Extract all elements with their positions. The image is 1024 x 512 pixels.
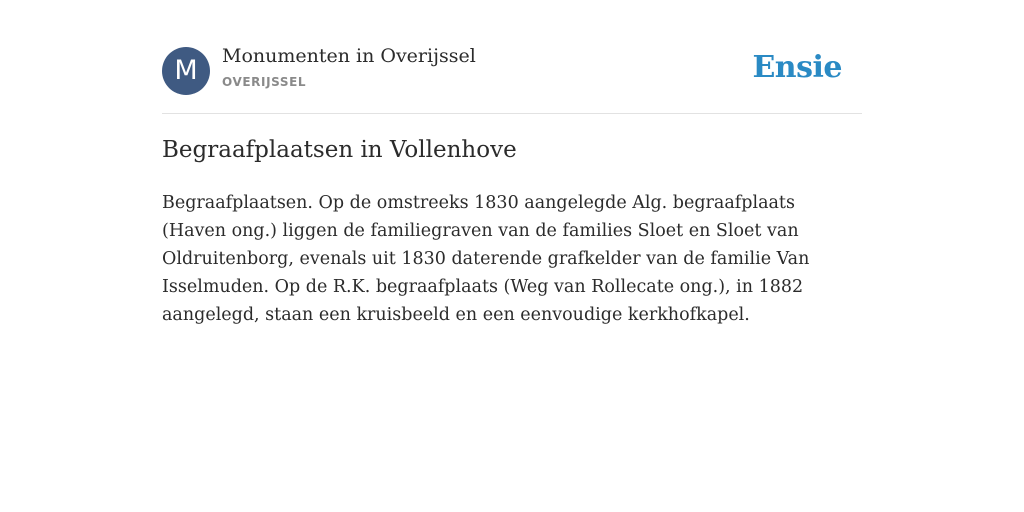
brand-logo[interactable]: Ensie: [752, 50, 842, 85]
article-card: [162, 0, 862, 325]
avatar[interactable]: M: [162, 47, 210, 95]
article-body: Begraafplaatsen. Op de omstreeks 1830 aangelegde Alg. begraafplaats (Haven ong.) liggen de familiegraven van de families Sloet en Sloet van Oldruitenborg, evenals uit 1830 daterende grafkelder van de familie Van Isselmuden. Op de R.K. begraafplaats (Weg van Rollecate ong.), in 1882 aangelegd, staan een kruisbeeld en een eenvoudige kerkhofkapel.: [162, 193, 810, 325]
site-title[interactable]: Monumenten in Overijssel: [222, 45, 476, 67]
header: [162, 0, 862, 114]
article-title: Begraafplaatsen in Vollenhove: [162, 137, 517, 163]
site-subtitle[interactable]: OVERIJSSEL: [222, 75, 307, 89]
